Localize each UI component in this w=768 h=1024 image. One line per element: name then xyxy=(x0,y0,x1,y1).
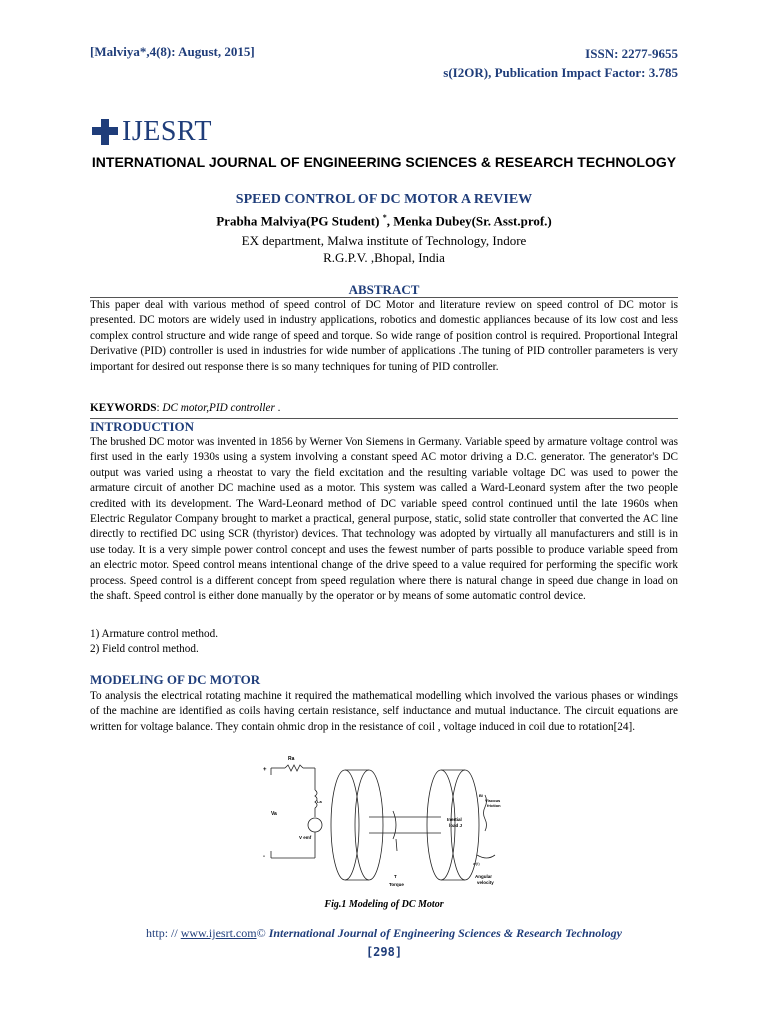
label-ra: Ra xyxy=(288,756,295,762)
paper-title: SPEED CONTROL OF DC MOTOR A REVIEW xyxy=(235,192,533,207)
affiliation-line-2: R.G.P.V. ,Bhopal, India xyxy=(323,250,445,265)
keywords-end: . xyxy=(274,402,281,414)
keywords-value: DC motor,PID controller xyxy=(162,402,275,414)
list-item-armature-control: 1) Armature control method. xyxy=(90,628,219,640)
label-t-1: T xyxy=(394,874,397,879)
author-asterisk: * xyxy=(382,213,387,222)
label-b-1: B/ xyxy=(479,793,483,798)
issn-text: ISSN: 2277-9655 xyxy=(585,46,678,61)
page-number: [298] xyxy=(365,945,403,959)
author-secondary: , Menka Dubey(Sr. Asst.prof.) xyxy=(386,213,552,229)
journal-name: INTERNATIONAL JOURNAL OF ENGINEERING SCIENCES & RESEARCH TECHNOLOGY xyxy=(91,154,677,170)
modeling-text: To analysis the electrical rotating machine it required the mathematical modelling which involved the various phases or windings of the machine are identified as coils having certain resistance, self inductance and mutual inductance. The circuit equations are written for voltage balance. They contain ohmic drop in the resistance of coil , voltage induced in coil due to rotation[24]. xyxy=(90,690,678,733)
label-minus: - xyxy=(263,854,265,860)
logo-text: IJESRT xyxy=(122,116,212,147)
label-inertial-2: load J xyxy=(449,823,463,828)
modeling-heading: MODELING OF DC MOTOR xyxy=(90,672,261,687)
introduction-heading: INTRODUCTION xyxy=(90,419,195,434)
plus-cross-icon xyxy=(90,117,120,147)
paper-authors xyxy=(90,213,678,229)
label-vemf: V emf xyxy=(299,835,312,840)
journal-website-link[interactable]: www.ijesrt.com xyxy=(180,926,257,940)
citation-header: [Malviya*,4(8): August, 2015] xyxy=(90,44,255,59)
list-item-field-control: 2) Field control method. xyxy=(90,643,199,655)
label-plus: + xyxy=(263,767,267,773)
label-b-3: friction xyxy=(487,803,501,808)
affiliation-line-1: EX department, Malwa institute of Technology, Indore xyxy=(241,233,527,248)
keywords-label: KEYWORDS xyxy=(90,402,157,414)
label-inertial-1: Inertial xyxy=(447,817,462,822)
label-b-2: Viscous xyxy=(485,798,501,803)
figure-caption: Fig.1 Modeling of DC Motor xyxy=(324,899,444,910)
journal-logo xyxy=(90,112,212,152)
introduction-text: The brushed DC motor was invented in 1856 by Werner Von Siemens in Germany. Variable speed by armature voltage control was first used in the early 1930s using a system involving a constant speed AC motor driving a D.C. generator. The generator's DC output was varied using a rheostat to vary the field excitation and the resulting variable voltage DC was used to power the armature circuit of another DC machine used as a motor. This system was called a Ward-Leonard system after the two people credited with its development. The Ward-Leonard method of DC variable speed control continued until the late 1960s when Electric Regulator Company brought to market a practical, general purpose, static, solid state controller that converted the AC line directly to rectified DC using SCR (thyristor) devices. That technology was adopted by virtually all manufacturers and still is in use today. It is a very simple power control concept and uses the fewest number of parts possible to produce variable speed from an electric motor. Speed control means intentional change of the drive speed to a value required for performing the specific work process. Speed control is a different concept from speed regulation where there is natural change in speed due change in load on the shaft. Speed control is either done manually by the operator or by means of some automatic control device. xyxy=(90,436,678,603)
label-va: Va xyxy=(271,811,277,817)
author-primary: Prabha Malviya(PG Student) xyxy=(216,213,383,229)
impact-factor-text: s(I2OR), Publication Impact Factor: 3.785 xyxy=(443,65,678,80)
keywords-sep: : xyxy=(156,402,163,414)
abstract-text: This paper deal with various method of speed control of DC Motor and literature review on speed control of DC motor is presented. DC motors are widely used in industry applications, robotics and domestic appliances because of its low cost and less complex control structure and wide range of speed and torque. So wide range of position control is required. Proportional Integral Derivative (PID) controller is used in industries for wide number of applications .The tuning of PID controller parameters is very important for desired out response there is so many techniques for tuning of PID controller. xyxy=(90,299,678,373)
label-t-2: Torque xyxy=(389,882,404,887)
label-av-2: velocity xyxy=(477,880,494,885)
keywords xyxy=(90,402,280,414)
label-omega: w(t) xyxy=(473,861,480,866)
dc-motor-model-figure xyxy=(255,755,515,895)
footer-journal-name: International Journal of Engineering Sciences & Research Technology xyxy=(268,926,622,940)
abstract-heading: ABSTRACT xyxy=(348,282,420,297)
issn-header xyxy=(443,44,678,82)
page-footer xyxy=(90,926,678,941)
footer-prefix: http: // xyxy=(146,926,181,940)
label-av-1: Angular xyxy=(475,874,493,879)
copyright-symbol: © xyxy=(256,926,269,940)
label-la: La xyxy=(317,799,322,804)
affiliation xyxy=(90,232,678,266)
